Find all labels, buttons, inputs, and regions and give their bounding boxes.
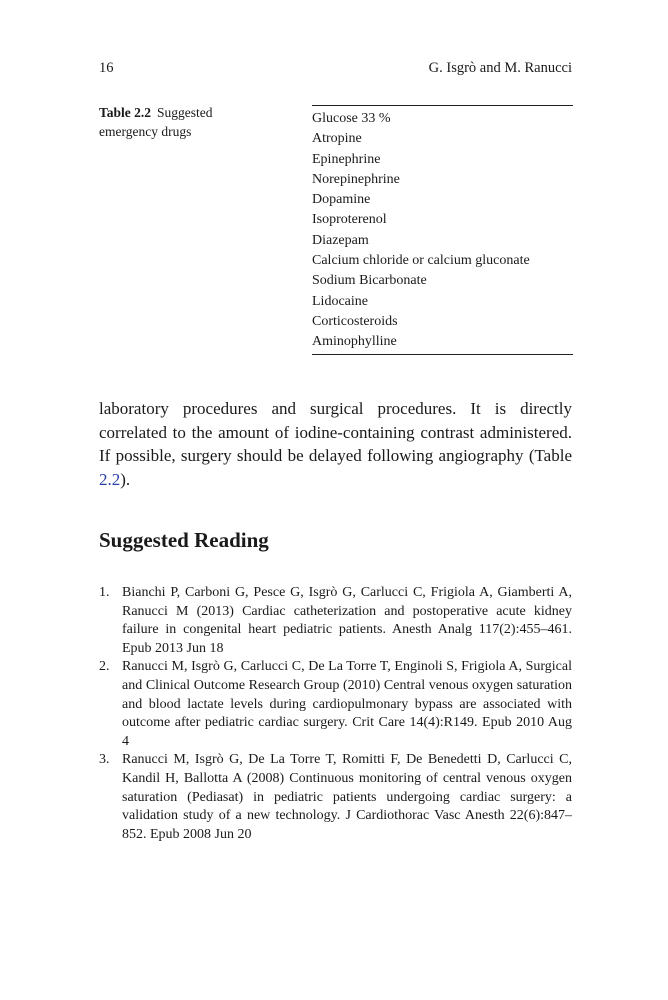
body-text-end: ).	[120, 469, 131, 489]
table-row: Corticosteroids	[312, 313, 398, 329]
table-row: Sodium Bicarbonate	[312, 273, 427, 289]
reference-number: 3.	[99, 752, 110, 768]
body-paragraph	[99, 397, 572, 491]
reference-list	[99, 584, 572, 844]
reference-text: Ranucci M, Isgrò G, Carlucci C, De La Torre T, Enginoli S, Frigiola A, Surgical and Clinical Outcome Research Group (2010) Central venous oxygen saturation and blood lactate levels during cardiopulmonary bypass are associated with outcome after pediatric cardiac surgery. Crit Care 14(4):R149. Epub 2010 Aug 4	[122, 659, 572, 749]
drug-table	[312, 105, 573, 355]
table-row: Isoproterenol	[312, 212, 387, 228]
reference-text: Bianchi P, Carboni G, Pesce G, Isgrò G, Carlucci C, Frigiola A, Giamberti A, Ranucci M (2013) Cardiac catheterization and postoperative acute kidney failure in congenital heart pediatric patients. Anesth Analg 117(2):455–461. Epub 2013 Jun 18	[122, 585, 572, 656]
table-caption	[99, 103, 269, 141]
body-text: laboratory procedures and surgical procedures. It is directly correlated to the amount of iodine-containing contrast administered. If possible, surgery should be delayed following angiography (Table	[99, 399, 572, 465]
table-label: Table 2.2	[99, 105, 152, 120]
table-row: Dopamine	[312, 192, 371, 208]
table-row: Lidocaine	[312, 293, 368, 309]
page-number: 16	[99, 60, 114, 76]
table-row: Norepinephrine	[312, 171, 400, 187]
section-heading: Suggested Reading	[99, 528, 269, 552]
table-row: Calcium chloride or calcium gluconate	[312, 253, 530, 269]
reference-text: Ranucci M, Isgrò G, De La Torre T, Romitti F, De Benedetti D, Carlucci C, Kandil H, Ballotta A (2008) Continuous monitoring of central venous oxygen saturation (Pediasat) in pediatric patients undergoing cardiac surgery: a validation study of a new technology. J Cardiothorac Vasc Anesth 22(6):847–852. Epub 2008 Jun 20	[122, 752, 572, 842]
reference-number: 1.	[99, 585, 110, 600]
table-row: Glucose 33 %	[312, 111, 391, 126]
table-row: Atropine	[312, 131, 362, 147]
running-head: G. Isgrò and M. Ranucci	[428, 60, 572, 76]
reference-item	[99, 658, 572, 751]
reference-item	[99, 751, 572, 844]
page-header	[99, 60, 572, 80]
table-row: Aminophylline	[312, 334, 397, 350]
table-row: Epinephrine	[312, 151, 381, 167]
reference-number: 2.	[99, 659, 110, 675]
table-reference-link[interactable]: 2.2	[99, 469, 121, 489]
table-row: Diazepam	[312, 232, 369, 248]
reference-item	[99, 584, 572, 658]
table-caption-text: Suggested emergency drugs	[99, 105, 213, 139]
